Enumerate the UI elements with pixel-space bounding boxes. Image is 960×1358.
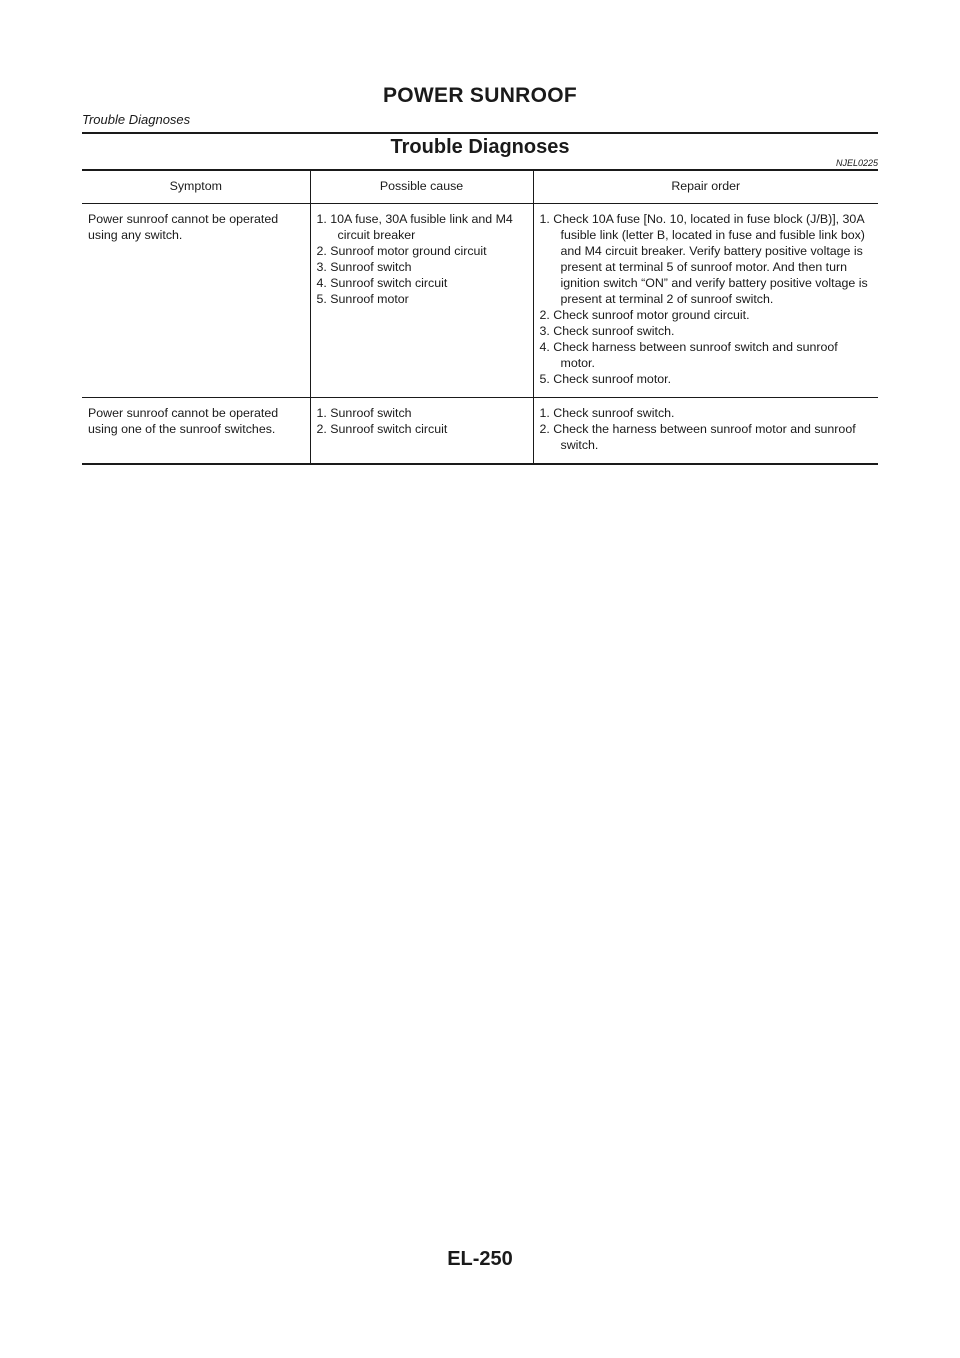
symptom-cell: Power sunroof cannot be operated using one of the sunroof switches. [82, 398, 310, 465]
repair-step: 3. Check sunroof switch. [539, 324, 675, 338]
cause-item: 2. Sunroof motor ground circuit [316, 244, 487, 258]
cause-item: 5. Sunroof motor [316, 292, 409, 306]
possible-cause-cell [310, 398, 533, 465]
column-header-possible-cause: Possible cause [310, 171, 533, 204]
table-row [82, 398, 878, 465]
repair-step: 4. Check harness between sunroof switch and sunroof motor. [539, 340, 838, 370]
column-header-symptom: Symptom [82, 171, 310, 204]
cause-item: 4. Sunroof switch circuit [316, 276, 448, 290]
symptom-cell: Power sunroof cannot be operated using any switch. [88, 212, 279, 242]
repair-step: 2. Check the harness between sunroof motor and sunroof switch. [539, 422, 856, 452]
cause-item: 1. 10A fuse, 30A fusible link and M4 circuit breaker [316, 212, 513, 242]
section-title: Trouble Diagnoses [390, 136, 570, 158]
repair-order-cell [533, 204, 878, 398]
page-number: EL-250 [447, 1248, 513, 1270]
repair-step: 2. Check sunroof motor ground circuit. [539, 308, 750, 322]
table-header-row [82, 171, 878, 204]
header-rule [82, 132, 878, 134]
cause-item: 3. Sunroof switch [316, 260, 412, 274]
section-ref-code: NJEL0225 [835, 158, 878, 168]
page-header-subtitle: Trouble Diagnoses [82, 112, 191, 127]
repair-step: 5. Check sunroof motor. [539, 372, 672, 386]
table-row [82, 204, 878, 398]
repair-step: 1. Check sunroof switch. [539, 406, 675, 420]
column-header-repair-order: Repair order [533, 171, 878, 204]
possible-cause-cell [310, 204, 533, 398]
repair-step: 1. Check 10A fuse [No. 10, located in fuse block (J/B)], 30A fusible link (letter B, located in fuse and fusible link box) and M4 circuit breaker. Verify battery positive voltage is present at terminal 5 of sunroof motor. And then turn ignition switch “ON” and verify battery positive voltage is present at terminal 2 of sunroof switch. [539, 212, 868, 306]
cause-item: 1. Sunroof switch [316, 406, 412, 420]
cause-item: 2. Sunroof switch circuit [316, 422, 448, 436]
trouble-diagnoses-table [82, 171, 878, 465]
repair-order-cell [533, 398, 878, 465]
page-header-title: POWER SUNROOF [382, 84, 578, 107]
